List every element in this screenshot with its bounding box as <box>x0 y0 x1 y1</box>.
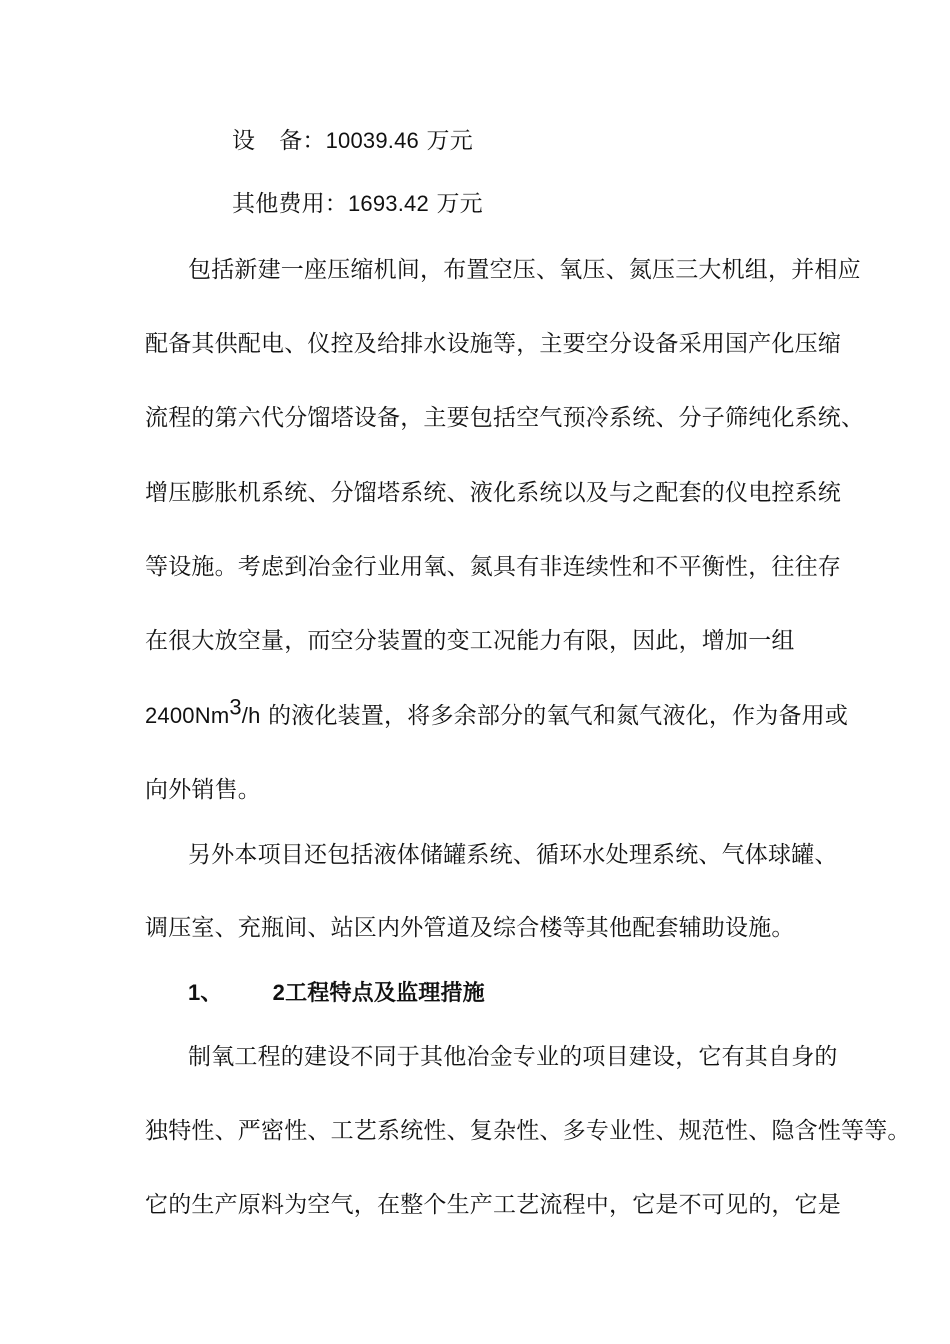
paragraph-3-line-1: 制氧工程的建设不同于其他冶金专业的项目建设，它有其自身的 <box>188 1044 838 1070</box>
other-cost-value: 1693.42 <box>348 191 429 216</box>
unit-per-hour: /h <box>241 703 261 728</box>
section-heading-title: 2工程特点及监理措施 <box>272 980 485 1005</box>
paragraph-1-line-1: 包括新建一座压缩机间，布置空压、氧压、氮压三大机组，并相应 <box>188 257 861 283</box>
equipment-cost-line <box>232 126 932 156</box>
section-heading <box>188 978 888 1008</box>
paragraph-1-line-7 <box>145 694 849 731</box>
equipment-label-part2: 备： <box>279 128 326 154</box>
paragraph-3-line-2: 独特性、严密性、工艺系统性、复杂性、多专业性、规范性、隐含性等等。 <box>145 1118 911 1144</box>
equipment-cost-unit: 万元 <box>426 128 473 154</box>
equipment-label-part1: 设 <box>232 128 256 154</box>
paragraph-1-line-8: 向外销售。 <box>145 777 261 803</box>
section-heading-number: 1、 <box>188 980 223 1005</box>
other-cost-line <box>232 189 932 219</box>
paragraph-1-line-2: 配备其供配电、仪控及给排水设施等，主要空分设备采用国产化压缩 <box>145 331 841 357</box>
unit-superscript: 3 <box>229 694 242 720</box>
paragraph-2-line-2: 调压室、充瓶间、站区内外管道及综合楼等其他配套辅助设施。 <box>145 915 795 941</box>
paragraph-1-line-7-text: 的液化装置，将多余部分的氧气和氮气液化，作为备用或 <box>268 703 849 729</box>
paragraph-1-line-3: 流程的第六代分馏塔设备，主要包括空气预冷系统、分子筛纯化系统、 <box>145 405 865 431</box>
other-cost-unit: 万元 <box>436 191 483 217</box>
paragraph-1-line-4: 增压膨胀机系统、分馏塔系统、液化系统以及与之配套的仪电控系统 <box>145 480 841 506</box>
paragraph-1-line-5: 等设施。考虑到冶金行业用氧、氮具有非连续性和不平衡性，往往存 <box>145 554 841 580</box>
liquefaction-capacity-number: 2400Nm <box>145 703 230 728</box>
paragraph-1-line-6: 在很大放空量，而空分装置的变工况能力有限，因此，增加一组 <box>145 628 795 654</box>
paragraph-2-line-1: 另外本项目还包括液体储罐系统、循环水处理系统、气体球罐、 <box>188 842 838 868</box>
equipment-cost-value: 10039.46 <box>325 128 419 153</box>
other-cost-label: 其他费用： <box>232 191 348 217</box>
paragraph-3-line-3: 它的生产原料为空气，在整个生产工艺流程中，它是不可见的，它是 <box>145 1192 841 1218</box>
